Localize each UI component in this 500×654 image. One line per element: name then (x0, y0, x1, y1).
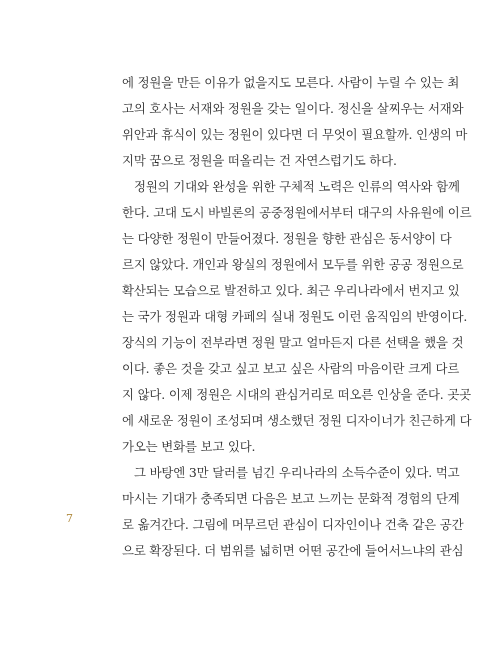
text-line: 마시는 기대가 충족되면 다음은 보고 느끼는 문화적 경험의 단계 (122, 491, 460, 506)
text-line: 위안과 휴식이 있는 정원이 있다면 더 무엇이 필요할까. 인생의 마 (122, 127, 468, 142)
text-line: 확산되는 모습으로 발전하고 있다. 최근 우리나라에서 번지고 있 (122, 283, 460, 298)
text-line: 장식의 기능이 전부라면 정원 말고 얼마든지 다른 선택을 했을 것 (122, 335, 464, 350)
text-line: 가오는 변화를 보고 있다. (122, 439, 256, 454)
text-line: 는 다양한 정원이 만들어졌다. 정원을 향한 관심은 동서양이 다 (122, 231, 452, 246)
text-line: 에 정원을 만든 이유가 없을지도 모른다. 사람이 누릴 수 있는 최 (122, 75, 460, 90)
text-line: 에 새로운 정원이 조성되며 생소했던 정원 디자이너가 친근하게 다 (122, 413, 472, 428)
text-line: 지 않다. 이제 정원은 시대의 관심거리로 떠오른 인상을 준다. 곳곳 (122, 387, 471, 402)
text-line: 르지 않았다. 개인과 왕실의 정원에서 모두를 위한 공공 정원으로 (122, 257, 464, 272)
text-line: 그 바탕엔 3만 달러를 넘긴 우리나라의 소득수준이 있다. 먹고 (134, 465, 460, 480)
text-line: 는 국가 정원과 대형 카페의 실내 정원도 이런 움직임의 반영이다. (122, 309, 468, 324)
paragraph-1 (122, 70, 468, 174)
text-line: 으로 확장된다. 더 범위를 넓히면 어떤 공간에 들어서느냐의 관심 (122, 543, 464, 558)
text-line: 로 옮겨간다. 그림에 머무르던 관심이 디자인이나 건축 같은 공간 (122, 517, 464, 532)
text-line: 지막 꿈으로 정원을 떠올리는 건 자연스럽기도 하다. (122, 153, 397, 168)
text-line: 정원의 기대와 완성을 위한 구체적 노력은 인류의 역사와 함께 (134, 179, 460, 194)
body-text (122, 70, 472, 564)
page-number: 7 (66, 512, 73, 525)
paragraph-2 (122, 174, 472, 460)
text-line: 고의 호사는 서재와 정원을 갖는 일이다. 정신을 살찌우는 서재와 (122, 101, 464, 116)
paragraph-3 (122, 460, 464, 564)
text-line: 이다. 좋은 것을 갖고 싶고 보고 싶은 사람의 마음이란 크게 다르 (122, 361, 460, 376)
text-line: 한다. 고대 도시 바빌론의 공중정원에서부터 대구의 사유원에 이르 (122, 205, 472, 220)
